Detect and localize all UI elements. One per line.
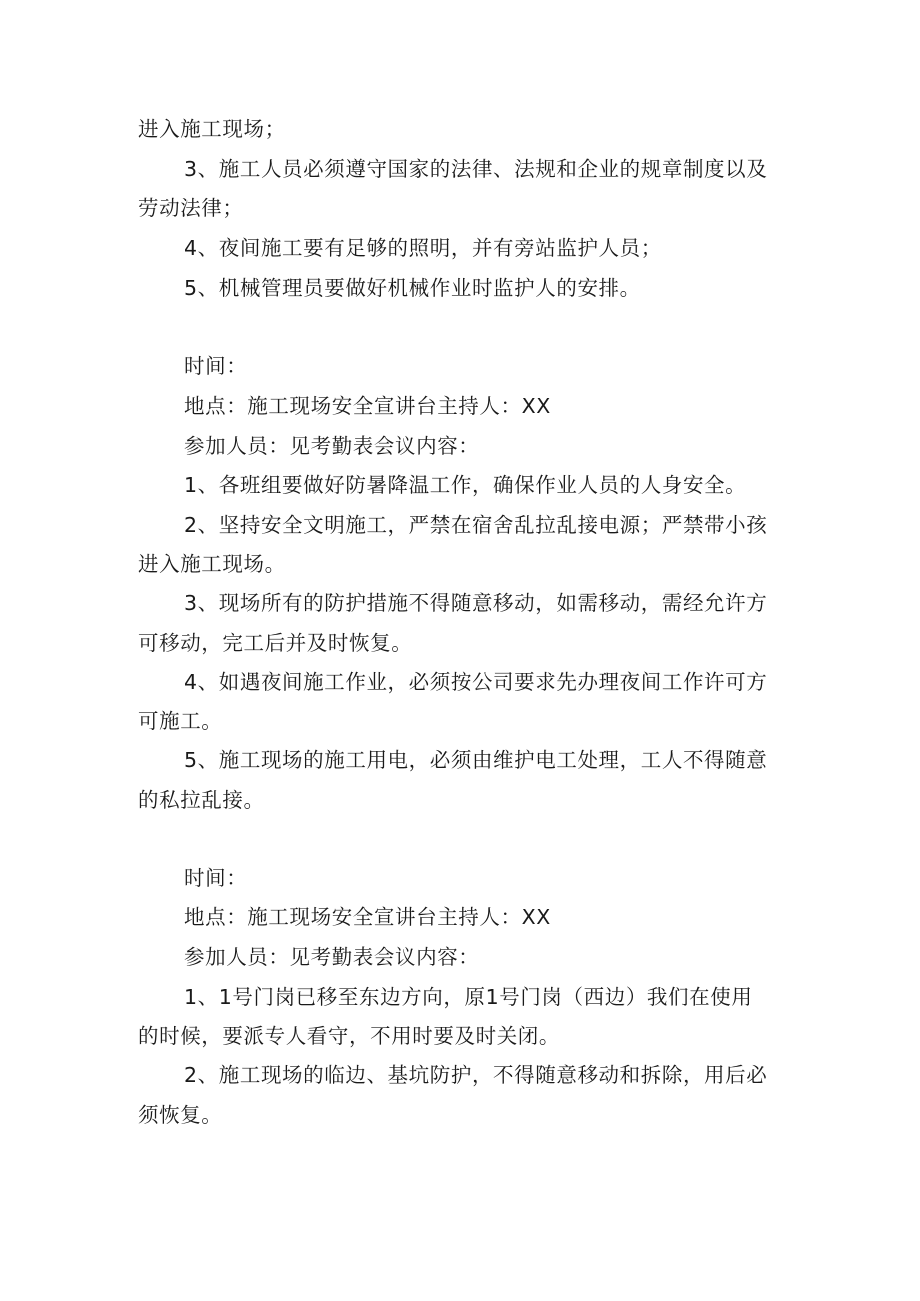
text-line: 4、如遇夜间施工作业，必须按公司要求先办理夜间工作许可方 (184, 670, 768, 694)
text-line: 5、施工现场的施工用电，必须由维护电工处理，工人不得随意 (184, 748, 768, 772)
text-line: 须恢复。 (138, 1103, 223, 1127)
meeting-attendees: 参加人员：见考勤表会议内容： (184, 434, 480, 458)
text-line: 3、现场所有的防护措施不得随意移动，如需移动，需经允许方 (184, 591, 768, 615)
text-line: 的私拉乱接。 (138, 788, 265, 812)
text-line: 3、施工人员必须遵守国家的法律、法规和企业的规章制度以及 (184, 157, 768, 181)
text-line: 可施工。 (138, 709, 223, 733)
meeting-location: 地点：施工现场安全宣讲台主持人：XX (184, 394, 551, 418)
meeting-time: 时间： (184, 866, 248, 890)
text-line: 2、坚持安全文明施工，严禁在宿舍乱拉乱接电源；严禁带小孩 (184, 513, 768, 537)
meeting-time: 时间： (184, 354, 248, 378)
text-line: 4、夜间施工要有足够的照明，并有旁站监护人员； (184, 236, 662, 260)
text-line: 1、1号门岗已移至东边方向，原1号门岗（西边）我们在使用 (184, 985, 753, 1009)
text-line: 进入施工现场； (138, 117, 286, 141)
meeting-attendees: 参加人员：见考勤表会议内容： (184, 945, 480, 969)
meeting-location: 地点：施工现场安全宣讲台主持人：XX (184, 905, 551, 929)
text-line: 2、施工现场的临边、基坑防护，不得随意移动和拆除，用后必 (184, 1063, 768, 1087)
text-line: 5、机械管理员要做好机械作业时监护人的安排。 (184, 276, 641, 300)
text-line: 进入施工现场。 (138, 552, 286, 576)
text-line: 的时候，要派专人看守，不用时要及时关闭。 (138, 1024, 560, 1048)
text-line: 劳动法律； (138, 196, 244, 220)
text-line: 可移动，完工后并及时恢复。 (138, 631, 413, 655)
text-line: 1、各班组要做好防暑降温工作，确保作业人员的人身安全。 (184, 473, 747, 497)
